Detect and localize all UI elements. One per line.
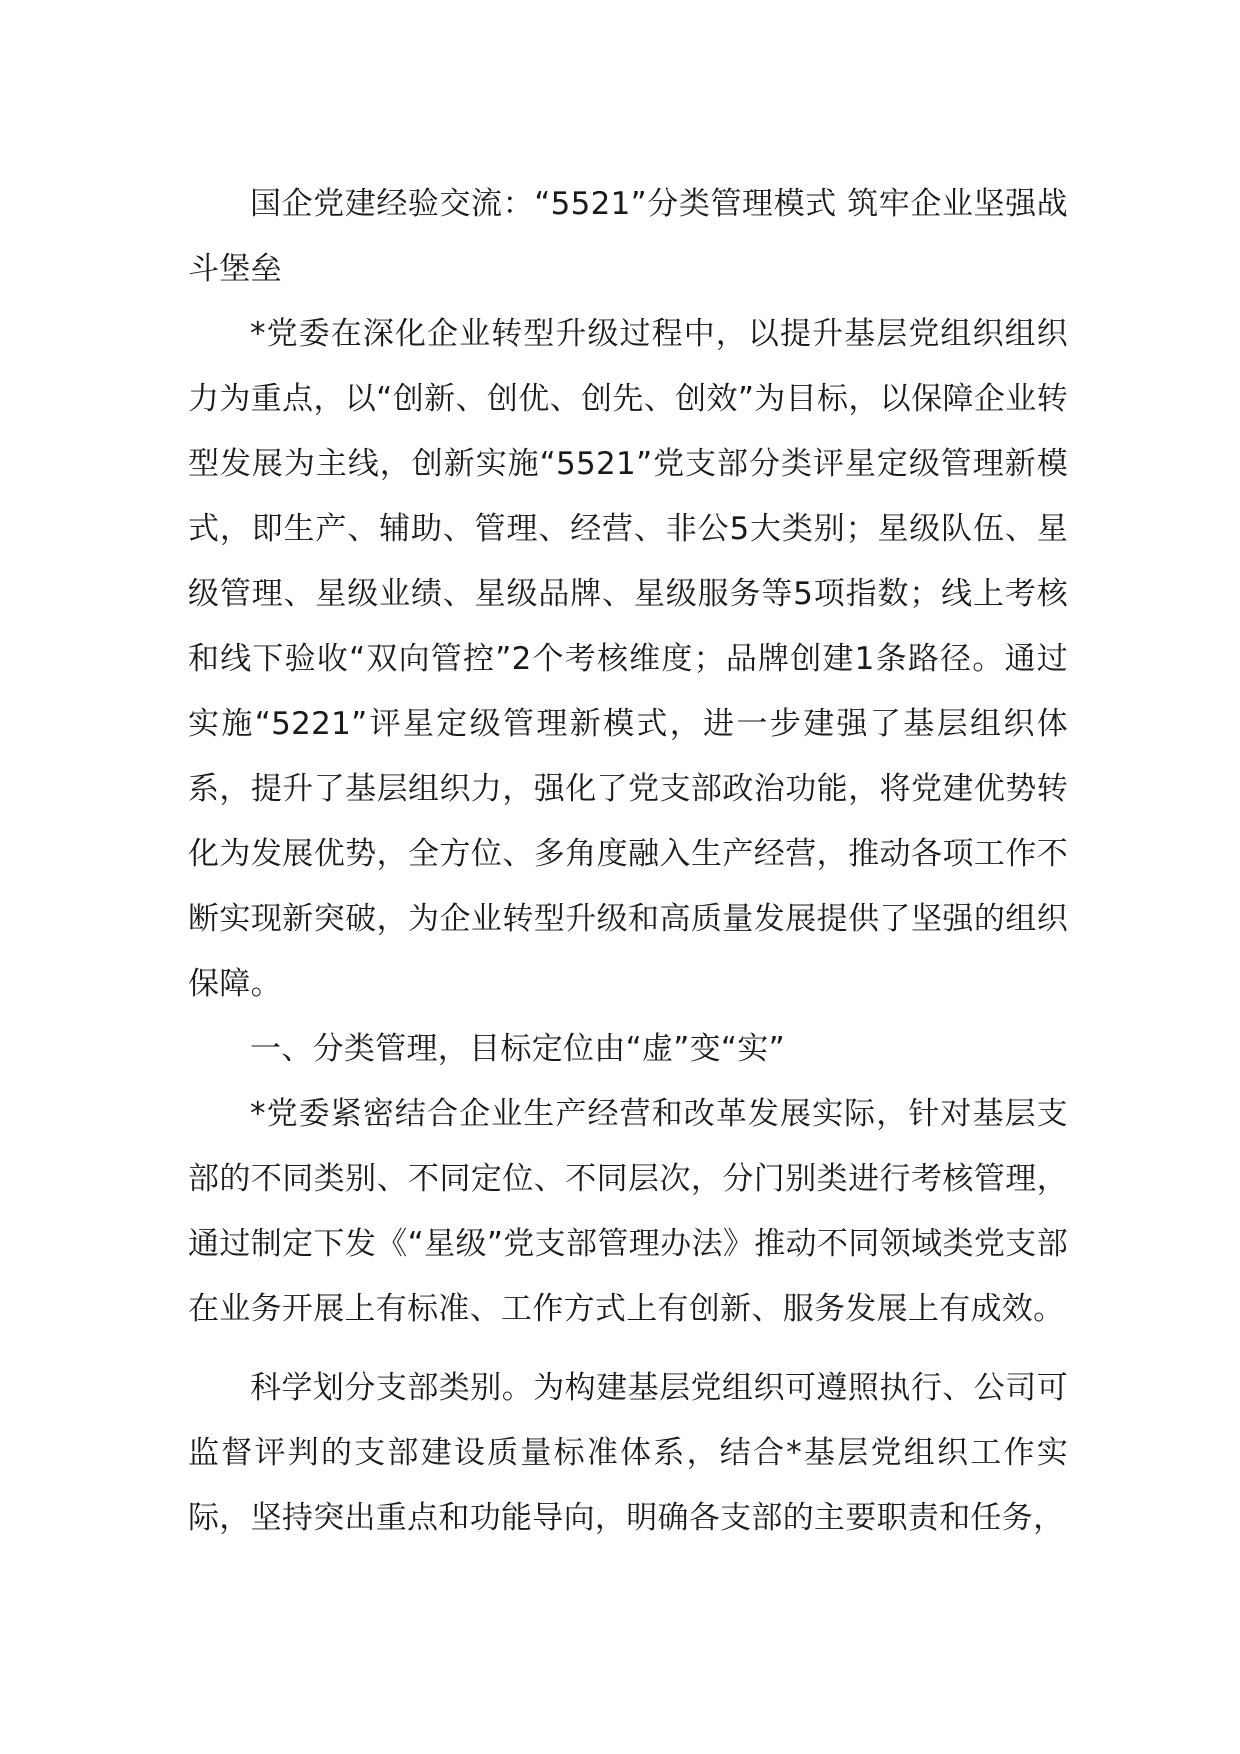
- section-heading-1: 一、分类管理，目标定位由“虚”变“实”: [250, 1031, 785, 1067]
- paragraph-branch-classification: 科学划分支部类别。为构建基层党组织可遵照执行、公司可监督评判的支部建设质量标准体系，结合*基层党组织工作实际，坚持突出重点和功能导向，明确各支部的主要职责和任务，: [188, 1370, 1068, 1536]
- paragraph-intro: *党委在深化企业转型升级过程中，以提升基层党组织组织力为重点，以“创新、创优、创先、创效”为目标，以保障企业转型发展为主线，创新实施“5521”党支部分类评星定级管理新模式，即生产、辅助、管理、经营、非公5大类别；星级队伍、星级管理、星级业绩、星级品牌、星级服务等5项指数；线上考核和线下验收“双向管控”2个考核维度；品牌创建1条路径。通过实施“5221”评星定级管理新模式，进一步建强了基层组织体系，提升了基层组织力，强化了党支部政治功能，将党建优势转化为发展优势，全方位、多角度融入生产经营，推动各项工作不断实现新突破，为企业转型升级和高质量发展提供了坚强的组织保障。: [188, 316, 1068, 1002]
- document-body: [188, 172, 1068, 1551]
- document-title: 国企党建经验交流：“5521”分类管理模式 筑牢企业坚强战斗堡垒: [188, 186, 1068, 287]
- paragraph-section-1: *党委紧密结合企业生产经营和改革发展实际，针对基层支部的不同类别、不同定位、不同层次，分门别类进行考核管理，通过制定下发《“星级”党支部管理办法》推动不同领域类党支部在业务开展上有标准、工作方式上有创新、服务发展上有成效。: [188, 1096, 1068, 1327]
